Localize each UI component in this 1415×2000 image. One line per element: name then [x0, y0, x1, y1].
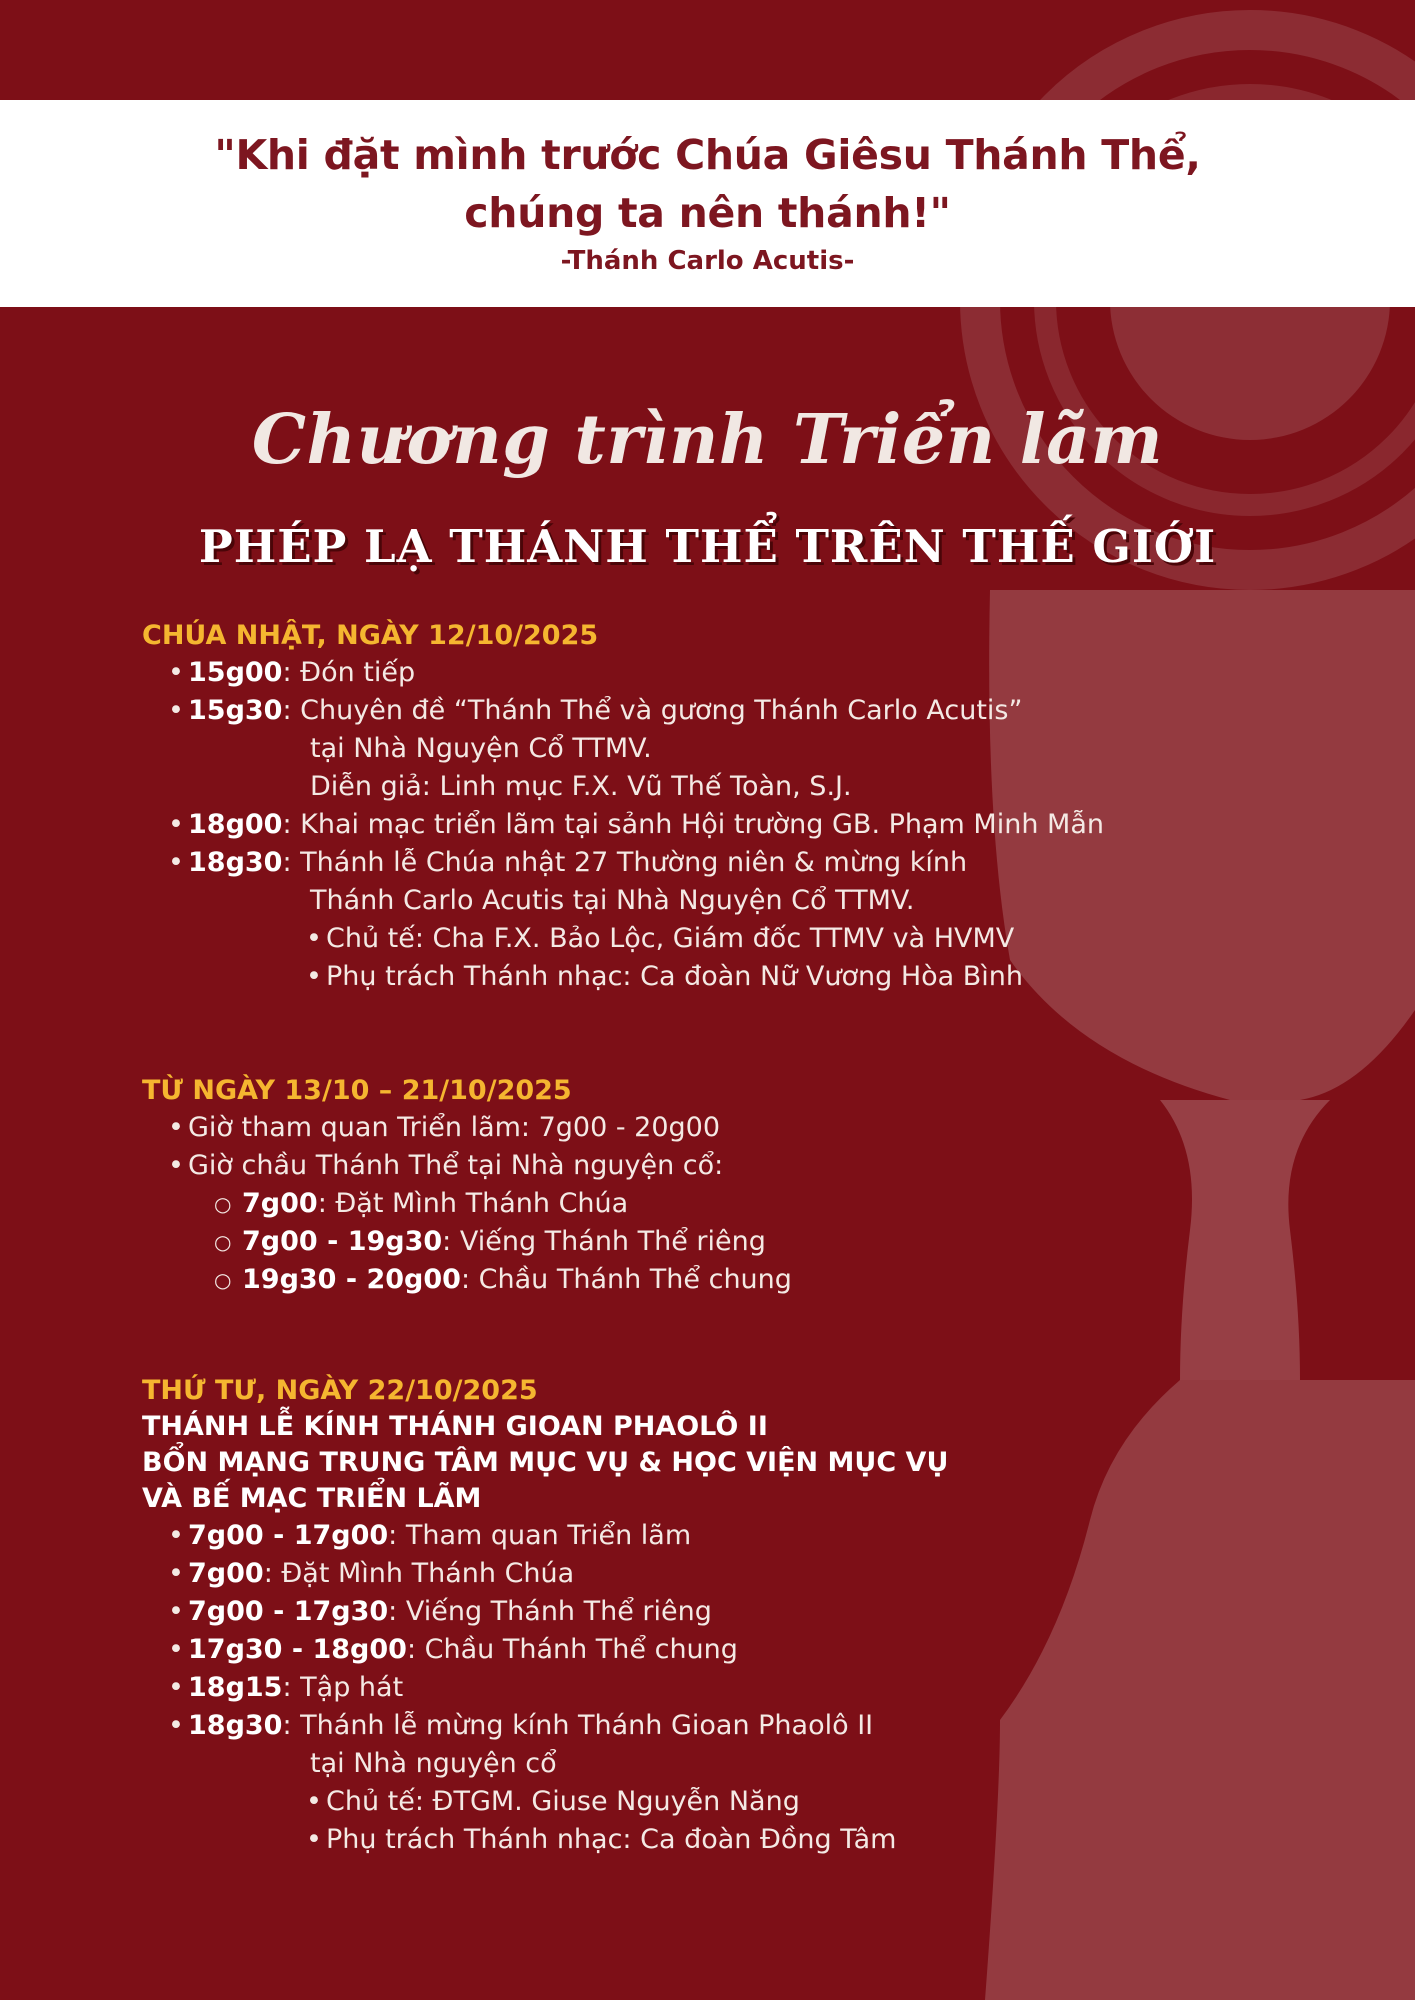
schedule-section-weekdays [142, 1073, 1292, 1299]
quote-line-2: chúng ta nên thánh!" [464, 189, 951, 237]
list-subitem: ○ 19g30 - 20g00: Chầu Thánh Thể chung [142, 1261, 1292, 1299]
bullet-icon: • [168, 1672, 184, 1703]
section-subheading: THÁNH LỄ KÍNH THÁNH GIOAN PHAOLÔ II [142, 1411, 768, 1442]
bullet-icon: • [168, 1710, 184, 1741]
list-item: • 7g00 - 17g00: Tham quan Triển lãm [142, 1517, 1292, 1555]
bullet-icon: • [306, 1786, 322, 1817]
list-subitem: ○ 7g00 - 19g30: Viếng Thánh Thể riêng [142, 1223, 1292, 1261]
bullet-icon: • [168, 1596, 184, 1627]
list-subitem: • Chủ tế: ĐTGM. Giuse Nguyễn Năng [142, 1783, 1292, 1821]
bullet-icon: • [168, 1558, 184, 1589]
list-item: • 18g30: Thánh lễ Chúa nhật 27 Thường niên & mừng kính [142, 844, 1292, 882]
circle-bullet-icon: ○ [214, 1192, 232, 1216]
list-subitem: • Phụ trách Thánh nhạc: Ca đoàn Nữ Vương Hòa Bình [142, 958, 1292, 996]
section-subheading: BỔN MẠNG TRUNG TÂM MỤC VỤ & HỌC VIỆN MỤC VỤ [142, 1447, 949, 1478]
bullet-icon: • [306, 961, 322, 992]
list-item: • 7g00: Đặt Mình Thánh Chúa [142, 1555, 1292, 1593]
section-subheading: VÀ BẾ MẠC TRIỂN LÃM [142, 1483, 482, 1514]
main-title: PHÉP LẠ THÁNH THỂ TRÊN THẾ GIỚI [198, 520, 1217, 573]
script-title: Chương trình Triển lãm [251, 400, 1164, 480]
bullet-icon: • [168, 1112, 184, 1143]
schedule-section-sunday [142, 618, 1292, 996]
schedule-list [142, 654, 1292, 996]
bullet-icon: • [168, 657, 184, 688]
list-item-continuation: Diễn giả: Linh mục F.X. Vũ Thế Toàn, S.J. [310, 771, 852, 802]
list-item: • 7g00 - 17g30: Viếng Thánh Thể riêng [142, 1593, 1292, 1631]
list-item-continuation: Thánh Carlo Acutis tại Nhà Nguyện Cổ TTMV. [310, 885, 915, 916]
list-item-continuation: tại Nhà nguyện cổ [310, 1748, 557, 1779]
quote-banner [0, 100, 1415, 307]
circle-bullet-icon: ○ [214, 1268, 232, 1292]
list-subitem: ○ 7g00: Đặt Mình Thánh Chúa [142, 1185, 1292, 1223]
bullet-icon: • [168, 1150, 184, 1181]
quote-author: -Thánh Carlo Acutis- [560, 246, 855, 276]
list-item: • 18g30: Thánh lễ mừng kính Thánh Gioan Phaolô II [142, 1707, 1292, 1745]
schedule-section-wednesday [142, 1373, 1292, 1859]
schedule-list [142, 1109, 1292, 1299]
list-subitem: • Chủ tế: Cha F.X. Bảo Lộc, Giám đốc TTMV và HVMV [142, 920, 1292, 958]
list-subitem: • Phụ trách Thánh nhạc: Ca đoàn Đồng Tâm [142, 1821, 1292, 1859]
schedule-list [142, 1517, 1292, 1859]
list-item: • 17g30 - 18g00: Chầu Thánh Thể chung [142, 1631, 1292, 1669]
section-heading: CHÚA NHẬT, NGÀY 12/10/2025 [142, 620, 599, 651]
bullet-icon: • [168, 809, 184, 840]
list-item: • Giờ tham quan Triển lãm: 7g00 - 20g00 [142, 1109, 1292, 1147]
list-item: • 15g00: Đón tiếp [142, 654, 1292, 692]
quote-line-1: "Khi đặt mình trước Chúa Giêsu Thánh Thể, [214, 131, 1201, 179]
list-item: • Giờ chầu Thánh Thể tại Nhà nguyện cổ: [142, 1147, 1292, 1185]
circle-bullet-icon: ○ [214, 1230, 232, 1254]
list-item-continuation: tại Nhà Nguyện Cổ TTMV. [310, 733, 652, 764]
bullet-icon: • [168, 1634, 184, 1665]
section-heading: THỨ TƯ, NGÀY 22/10/2025 [142, 1375, 538, 1406]
section-heading: TỪ NGÀY 13/10 – 21/10/2025 [142, 1075, 572, 1106]
bullet-icon: • [306, 1824, 322, 1855]
list-item: • 18g00: Khai mạc triển lãm tại sảnh Hội trường GB. Phạm Minh Mẫn [142, 806, 1292, 844]
list-item: • 18g15: Tập hát [142, 1669, 1292, 1707]
bullet-icon: • [168, 847, 184, 878]
list-item: • 15g30: Chuyên đề “Thánh Thể và gương Thánh Carlo Acutis” [142, 692, 1292, 730]
bullet-icon: • [168, 695, 184, 726]
bullet-icon: • [306, 923, 322, 954]
bullet-icon: • [168, 1520, 184, 1551]
